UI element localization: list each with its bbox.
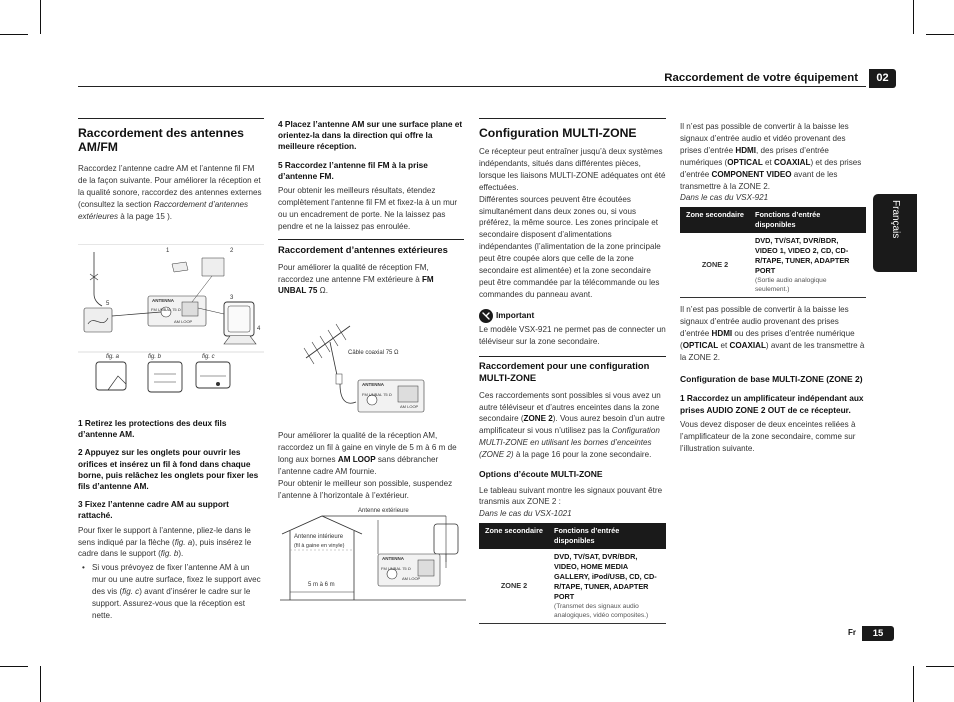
important-note bbox=[479, 309, 666, 348]
fig-step-1: 1 bbox=[166, 248, 170, 254]
table-head-zone: Zone secondaire bbox=[680, 207, 750, 233]
vsx1021-case: Dans le cas du VSX-1021 bbox=[479, 509, 572, 519]
coax-cable-label: Câble coaxial 75 Ω bbox=[348, 350, 399, 356]
header-rule bbox=[78, 86, 866, 87]
downconvert-note-2: Il n’est pas possible de convertir à la baisse les signaux d’entrée audio provenant des prises d’entrée HDMI ou des prises d’entrée numérique (OPTICAL et COAXIAL) avant de les transmettre à la ZONE 2. bbox=[680, 305, 865, 362]
fig3-antenna-label: ANTENNA bbox=[382, 556, 404, 561]
outdoor-antenna-label: Antenne extérieure bbox=[358, 508, 409, 514]
fig2-amloop-label: AM LOOP bbox=[400, 404, 419, 409]
page-number: 15 bbox=[872, 628, 884, 639]
am-fm-antenna-figure bbox=[78, 244, 264, 396]
chapter-number: 02 bbox=[876, 72, 889, 84]
vsx1021-zone-table bbox=[479, 523, 666, 624]
column-3 bbox=[479, 118, 666, 624]
ref-speaker-terminals[interactable]: Configuration MULTI-ZONE en utilisant les bornes d’enceintes (ZONE 2) bbox=[479, 426, 660, 460]
fig3-fmunbal-label: FM UNBAL 75 Ω bbox=[381, 566, 411, 571]
multizone-intro: Ce récepteur peut entraîner jusqu’à deux systèmes indépendants, situés dans différentes pièces, lorsque les liaisons MULTI-ZONE adéquates ont été effectuées. bbox=[479, 147, 666, 192]
footer-lang: Fr bbox=[848, 628, 856, 637]
fig2-antenna-label: ANTENNA bbox=[362, 382, 384, 387]
antenna-step-1: 1 Retirez les protections des deux fils d’antenne AM. bbox=[78, 418, 227, 440]
fig-step-5: 5 bbox=[106, 301, 110, 307]
antenna-intro: Raccordez l’antenne cadre AM et l’antenne fil FM de la façon suivante. Pour améliorer la réception et la qualité sonore, raccordez des antennes externes (consultez la section Raccordement d’antennes extérieures à la page 15 ). bbox=[78, 164, 262, 221]
listening-options-text: Le tableau suivant montre les signaux pouvant être transmis aux ZONE 2 : bbox=[479, 485, 663, 507]
important-icon bbox=[479, 309, 493, 323]
chapter-badge bbox=[869, 69, 896, 88]
column-2-am bbox=[278, 430, 464, 503]
antenna-bullet: • Si vous prévoyez de fixer l’antenne AM à un mur ou une autre surface, fixez le support avec des vis (fig. c) avant d’insérer le cadre sur le support. Assurez-vous que la réception est nette. bbox=[82, 563, 261, 620]
column-1 bbox=[78, 118, 264, 225]
multizone-connection-text: Ces raccordements sont possibles si vous avez un autre téléviseur et d’autres enceintes dans la zone secondaire (ZONE 2). Vous aurez besoin d’un autre amplificateur si vous n’utilisez pas la Configuration MULTI-ZONE en utilisant les bornes d’enceintes (ZONE 2) à la page 16 pour la zone secondaire. bbox=[479, 390, 665, 460]
ref-outdoor-antenna[interactable]: Raccordement d’antennes extérieures bbox=[78, 199, 249, 221]
table-head-functions: Fonctions d’entrée disponibles bbox=[549, 523, 666, 549]
wire-length-label: 5 m à 6 m bbox=[308, 582, 335, 588]
fig-step-2: 2 bbox=[230, 248, 234, 254]
table-row bbox=[680, 233, 866, 298]
fig-c-label: fig. c bbox=[202, 354, 215, 360]
multizone-title: Configuration MULTI-ZONE bbox=[479, 126, 637, 140]
multizone-connection-title: Raccordement pour une configuration MULTI-ZONE bbox=[479, 359, 650, 383]
language-side-tab bbox=[873, 194, 917, 272]
column-4 bbox=[680, 121, 866, 457]
basic-multizone-step-1-text: Vous devez disposer de deux enceintes reliées à l’amplificateur de la zone secondaire, comme sur l’illustration suivante. bbox=[680, 419, 856, 453]
table-cell-zone: ZONE 2 bbox=[479, 549, 549, 624]
listening-options-title: Options d’écoute MULTI-ZONE bbox=[479, 469, 603, 480]
fig-step-3: 3 bbox=[230, 295, 234, 301]
vsx921-case: Dans le cas du VSX-921 bbox=[680, 193, 769, 203]
outdoor-antenna-title: Raccordement d’antennes extérieures bbox=[278, 243, 448, 255]
am-outdoor-text: Pour améliorer la qualité de la réception AM, raccordez un fil à gaine en vinyle de 5 m à 6 m de long aux bornes AM LOOP sans débrancher l’antenne cadre AM fournie. bbox=[278, 431, 457, 476]
page-number-badge bbox=[862, 626, 894, 641]
table-cell-functions: DVD, TV/SAT, DVR/BDR, VIDEO 1, VIDEO 2, CD, CD-R/TAPE, TUNER, ADAPTER PORT (Sortie audio analogique seulement.) bbox=[750, 233, 866, 298]
column-1-steps bbox=[78, 418, 264, 624]
table-head-functions: Fonctions d’entrée disponibles bbox=[750, 207, 866, 233]
table-row bbox=[479, 549, 666, 624]
language-side-tab-label: Français bbox=[890, 200, 901, 239]
table-head-zone: Zone secondaire bbox=[479, 523, 549, 549]
section-title: Raccordement de votre équipement bbox=[664, 72, 858, 84]
table-cell-zone: ZONE 2 bbox=[680, 233, 750, 298]
antenna-section-title: Raccordement des antennes AM/FM bbox=[78, 126, 244, 154]
fm-outdoor-antenna-figure bbox=[300, 318, 464, 418]
antenna-step-5: 5 Raccordez l’antenne fil FM à la prise d’antenne FM. bbox=[278, 159, 428, 181]
fig-amloop-label: AM LOOP bbox=[174, 319, 193, 324]
fig2-fmunbal-label: FM UNBAL 75 Ω bbox=[362, 392, 392, 397]
fig3-amloop-label: AM LOOP bbox=[402, 576, 421, 581]
am-outdoor-antenna-figure bbox=[280, 506, 466, 606]
antenna-step-3: 3 Fixez l’antenne cadre AM au support rattaché. bbox=[78, 499, 229, 521]
important-text: Le modèle VSX-921 ne permet pas de connecter un téléviseur sur la zone secondaire. bbox=[479, 324, 666, 346]
antenna-step-2: 2 Appuyez sur les onglets pour ouvrir les orifices et insérez un fil à fond dans chaque borne, puis relâchez les onglets pour fixer les fils d’antenne AM. bbox=[78, 447, 259, 492]
fig-a-label: fig. a bbox=[106, 354, 120, 360]
indoor-antenna-label: Antenne intérieure bbox=[294, 534, 344, 540]
column-2 bbox=[278, 119, 464, 299]
antenna-step-4: 4 Placez l’antenne AM sur une surface plane et orientez-la dans la direction qui offre la meilleure réception. bbox=[278, 119, 463, 152]
outdoor-antenna-text: Pour améliorer la qualité de réception FM, raccordez une antenne FM extérieure à FM UNBAL 75 Ω. bbox=[278, 262, 434, 296]
basic-multizone-step-1: 1 Raccordez un amplificateur indépendant aux prises AUDIO ZONE 2 OUT de ce récepteur. bbox=[680, 393, 864, 415]
vsx921-zone-table bbox=[680, 207, 866, 298]
important-label: Important bbox=[496, 309, 535, 320]
table-cell-functions: DVD, TV/SAT, DVR/BDR, VIDEO, HOME MEDIA GALLERY, iPod/USB, CD, CD-R/TAPE, TUNER, ADAPTER PORT (Transmet des signaux audio analogiques, vidéo composites.) bbox=[549, 549, 666, 624]
antenna-step-3-text: Pour fixer le support à l’antenne, pliez-le dans le sens indiqué par la flèche (fig. a), puis insérez le cadre dans le support (fig. b). bbox=[78, 525, 252, 559]
antenna-step-5-text: Pour obtenir les meilleurs résultats, étendez complètement l’antenne fil FM et fixez-la à un mur ou un encadrement de porte. Ne la laissez pas pendre et ne la laissez pas enroulée. bbox=[278, 186, 458, 231]
fig-antenna-label: ANTENNA bbox=[152, 298, 174, 303]
fig-fmunbal-label: FM UNBAL 75 Ω bbox=[151, 307, 181, 312]
fig-b-label: fig. b bbox=[148, 354, 162, 360]
fig-step-4: 4 bbox=[257, 326, 261, 332]
indoor-antenna-sub: (fil à gaine en vinyle) bbox=[294, 543, 345, 549]
am-outdoor-text-2: Pour obtenir le meilleur son possible, suspendez l’antenne à l’horizontale à l’extérieur. bbox=[278, 478, 453, 500]
basic-multizone-title: Configuration de base MULTI-ZONE (ZONE 2) bbox=[680, 373, 863, 384]
downconvert-note-1: Il n’est pas possible de convertir à la baisse les signaux d’entrée audio et vidéo provenant des prises d’entrée HDMI, des prises d’entrée numériques (OPTICAL et COAXIAL) et des prises d’entrée COMPONENT VIDEO avant de les transmettre à la ZONE 2. bbox=[680, 122, 862, 191]
multizone-intro-2: Différentes sources peuvent être écoutées simultanément dans deux zones ou, si vous préférez, la même source. Les zones principale et secondaire disposent d’alimentations indépendantes (l’alimentation de la zone principale peut être coupée alors que celle de la zone secondaire est alimentée) et la zone secondaire peut être commandée par la télécommande ou les commandes du panneau avant. bbox=[479, 194, 661, 299]
